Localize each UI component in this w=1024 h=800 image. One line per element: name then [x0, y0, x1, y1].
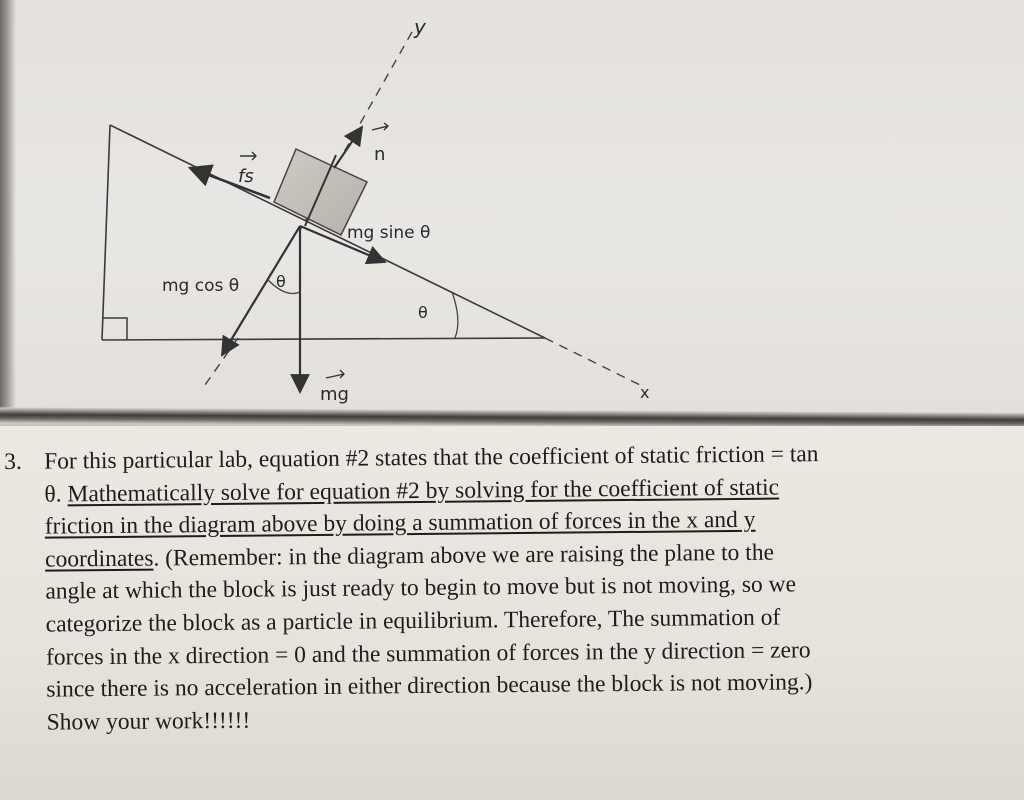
right-angle-marker [102, 318, 127, 340]
question-text: θ. [44, 480, 68, 508]
y-axis-label: y [414, 15, 426, 39]
x-axis-label: x [640, 383, 650, 402]
mg-sine-label: mg sine θ [347, 223, 431, 243]
mg-vector-accent [326, 370, 344, 378]
weight-label: mg [320, 384, 349, 405]
question-text: since there is no acceleration in either direction because the block is not moving.) [46, 669, 813, 703]
question-text: . (Remember: in the diagram above we are raising the plane to the [153, 539, 775, 572]
question-text: categorize the block as a particle in equilibrium. Therefore, The summation of [45, 604, 781, 638]
question-3 [4, 436, 1007, 739]
mg-cos-label: mg cos θ [162, 276, 240, 296]
normal-force-label: n [374, 144, 386, 165]
normal-force-vector [334, 127, 362, 168]
fs-vector-accent [240, 152, 256, 160]
question-text: forces in the x direction = 0 and the summation of forces in the y direction = zero [45, 636, 811, 671]
static-friction-label: fs [238, 166, 254, 187]
question-text: For this particular lab, equation #2 states that the coefficient of static friction = tan [44, 441, 819, 475]
y-axis-line-lower [205, 338, 238, 385]
static-friction-vector [190, 168, 270, 198]
question-number: 3. [4, 448, 22, 475]
underlined-text: Mathematically solve for equation #2 by solving for the coefficient of static [67, 474, 780, 507]
theta-base-label: θ [418, 303, 428, 322]
theta-arc-base [452, 292, 458, 338]
underlined-text: coordinates [44, 545, 154, 573]
incline-plane [102, 125, 545, 340]
theta-block-label: θ [276, 272, 286, 291]
question-text: angle at which the block is just ready to begin to move but is not moving, so we [45, 571, 797, 605]
question-text: Show your work!!!!!! [46, 707, 251, 736]
x-axis-line [545, 338, 640, 385]
underlined-text: friction in the diagram above by doing a summation of forces in the x and y [44, 506, 756, 540]
n-vector-accent [372, 123, 388, 130]
